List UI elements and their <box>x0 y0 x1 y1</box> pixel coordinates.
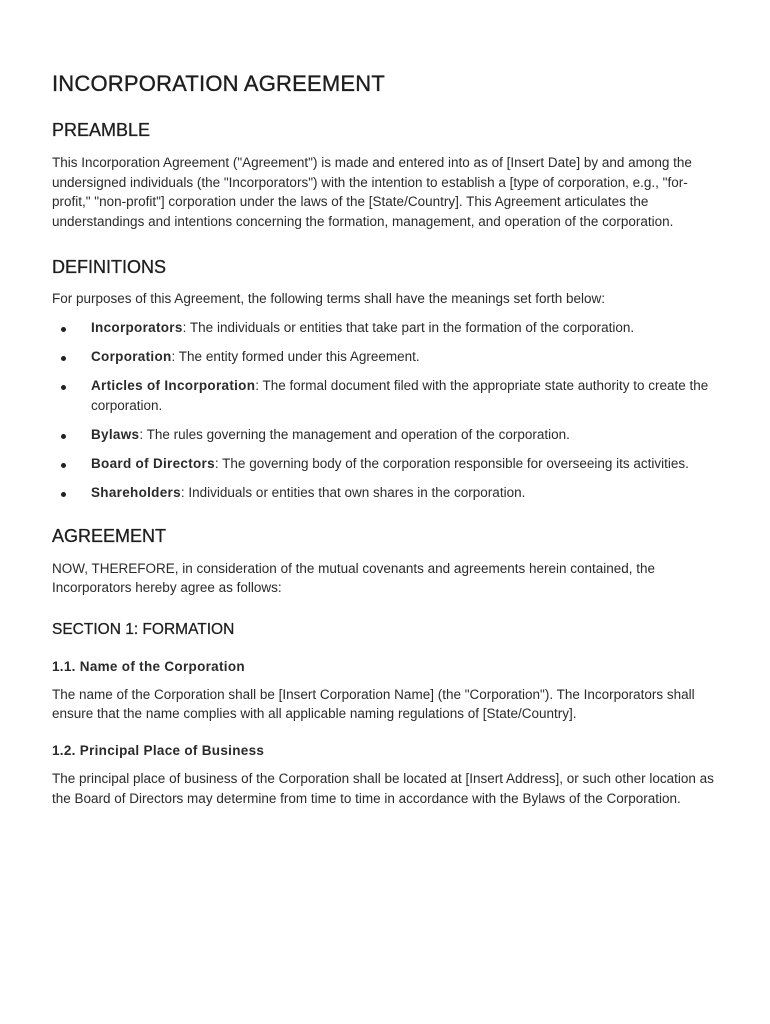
definition-text: : The entity formed under this Agreement. <box>171 349 420 365</box>
definition-term: Bylaws <box>91 426 140 442</box>
definition-term: Incorporators <box>91 319 183 335</box>
definition-text: : The rules governing the management and operation of the corporation. <box>139 426 570 442</box>
definition-text: : The governing body of the corporation responsible for overseeing its activities. <box>214 455 689 471</box>
definition-term: Shareholders <box>91 485 181 501</box>
bullet-icon <box>61 327 66 332</box>
definitions-intro: For purposes of this Agreement, the following terms shall have the meanings set forth below: <box>52 291 606 307</box>
bullet-icon <box>61 356 66 361</box>
list-item <box>52 483 724 503</box>
definition-text: : The individuals or entities that take part in the formation of the corporation. <box>182 319 635 335</box>
list-item <box>52 454 724 474</box>
definition-term: Articles of Incorporation <box>91 378 256 394</box>
definition-term: Corporation <box>91 349 172 365</box>
bullet-icon <box>61 434 66 439</box>
list-item <box>52 318 724 338</box>
definitions-heading: DEFINITIONS <box>52 257 167 278</box>
bullet-icon <box>61 492 66 497</box>
agreement-heading: AGREEMENT <box>52 525 167 546</box>
definition-text: : Individuals or entities that own shares in the corporation. <box>180 485 526 501</box>
list-item <box>52 425 724 445</box>
bullet-icon <box>61 463 66 468</box>
bullet-icon <box>61 385 66 390</box>
agreement-paragraph: NOW, THEREFORE, in consideration of the mutual covenants and agreements herein contained, the Incorporators hereby agree as follows: <box>52 560 656 596</box>
clause-1-1-paragraph: The name of the Corporation shall be [Insert Corporation Name] (the "Corporation"). The Incorporators shall ensure that the name complies with all applicable naming regulations of [State/Country]. <box>52 686 695 722</box>
definitions-list <box>52 318 724 503</box>
section-1-heading: SECTION 1: FORMATION <box>52 620 235 638</box>
list-item <box>52 347 724 367</box>
preamble-paragraph: This Incorporation Agreement ("Agreement") is made and entered into as of [Insert Date] by and among the undersigned individuals (the "Incorporators") with the intention to establish a [type of corporation, e.g., "for-profit," "non-profit"] corporation under the laws of the [State/Country]. This Agreement articulates the understandings and intentions concerning the formation, management, and operation of the corporation. <box>52 155 692 229</box>
clause-1-2-heading: 1.2. Principal Place of Business <box>52 743 265 758</box>
clause-1-1-heading: 1.1. Name of the Corporation <box>52 658 245 674</box>
document-title: INCORPORATION AGREEMENT <box>52 71 385 96</box>
list-item <box>52 376 724 415</box>
definition-text: : The formal document filed with the appropriate state authority to create the corporation. <box>91 378 709 413</box>
clause-1-2-paragraph: The principal place of business of the Corporation shall be located at [Insert Address], or such other location as the Board of Directors may determine from time to time in accordance with the Bylaws of the Corporation. <box>52 771 714 806</box>
preamble-heading: PREAMBLE <box>52 120 151 140</box>
definition-term: Board of Directors <box>91 455 215 471</box>
document-page <box>52 68 724 808</box>
